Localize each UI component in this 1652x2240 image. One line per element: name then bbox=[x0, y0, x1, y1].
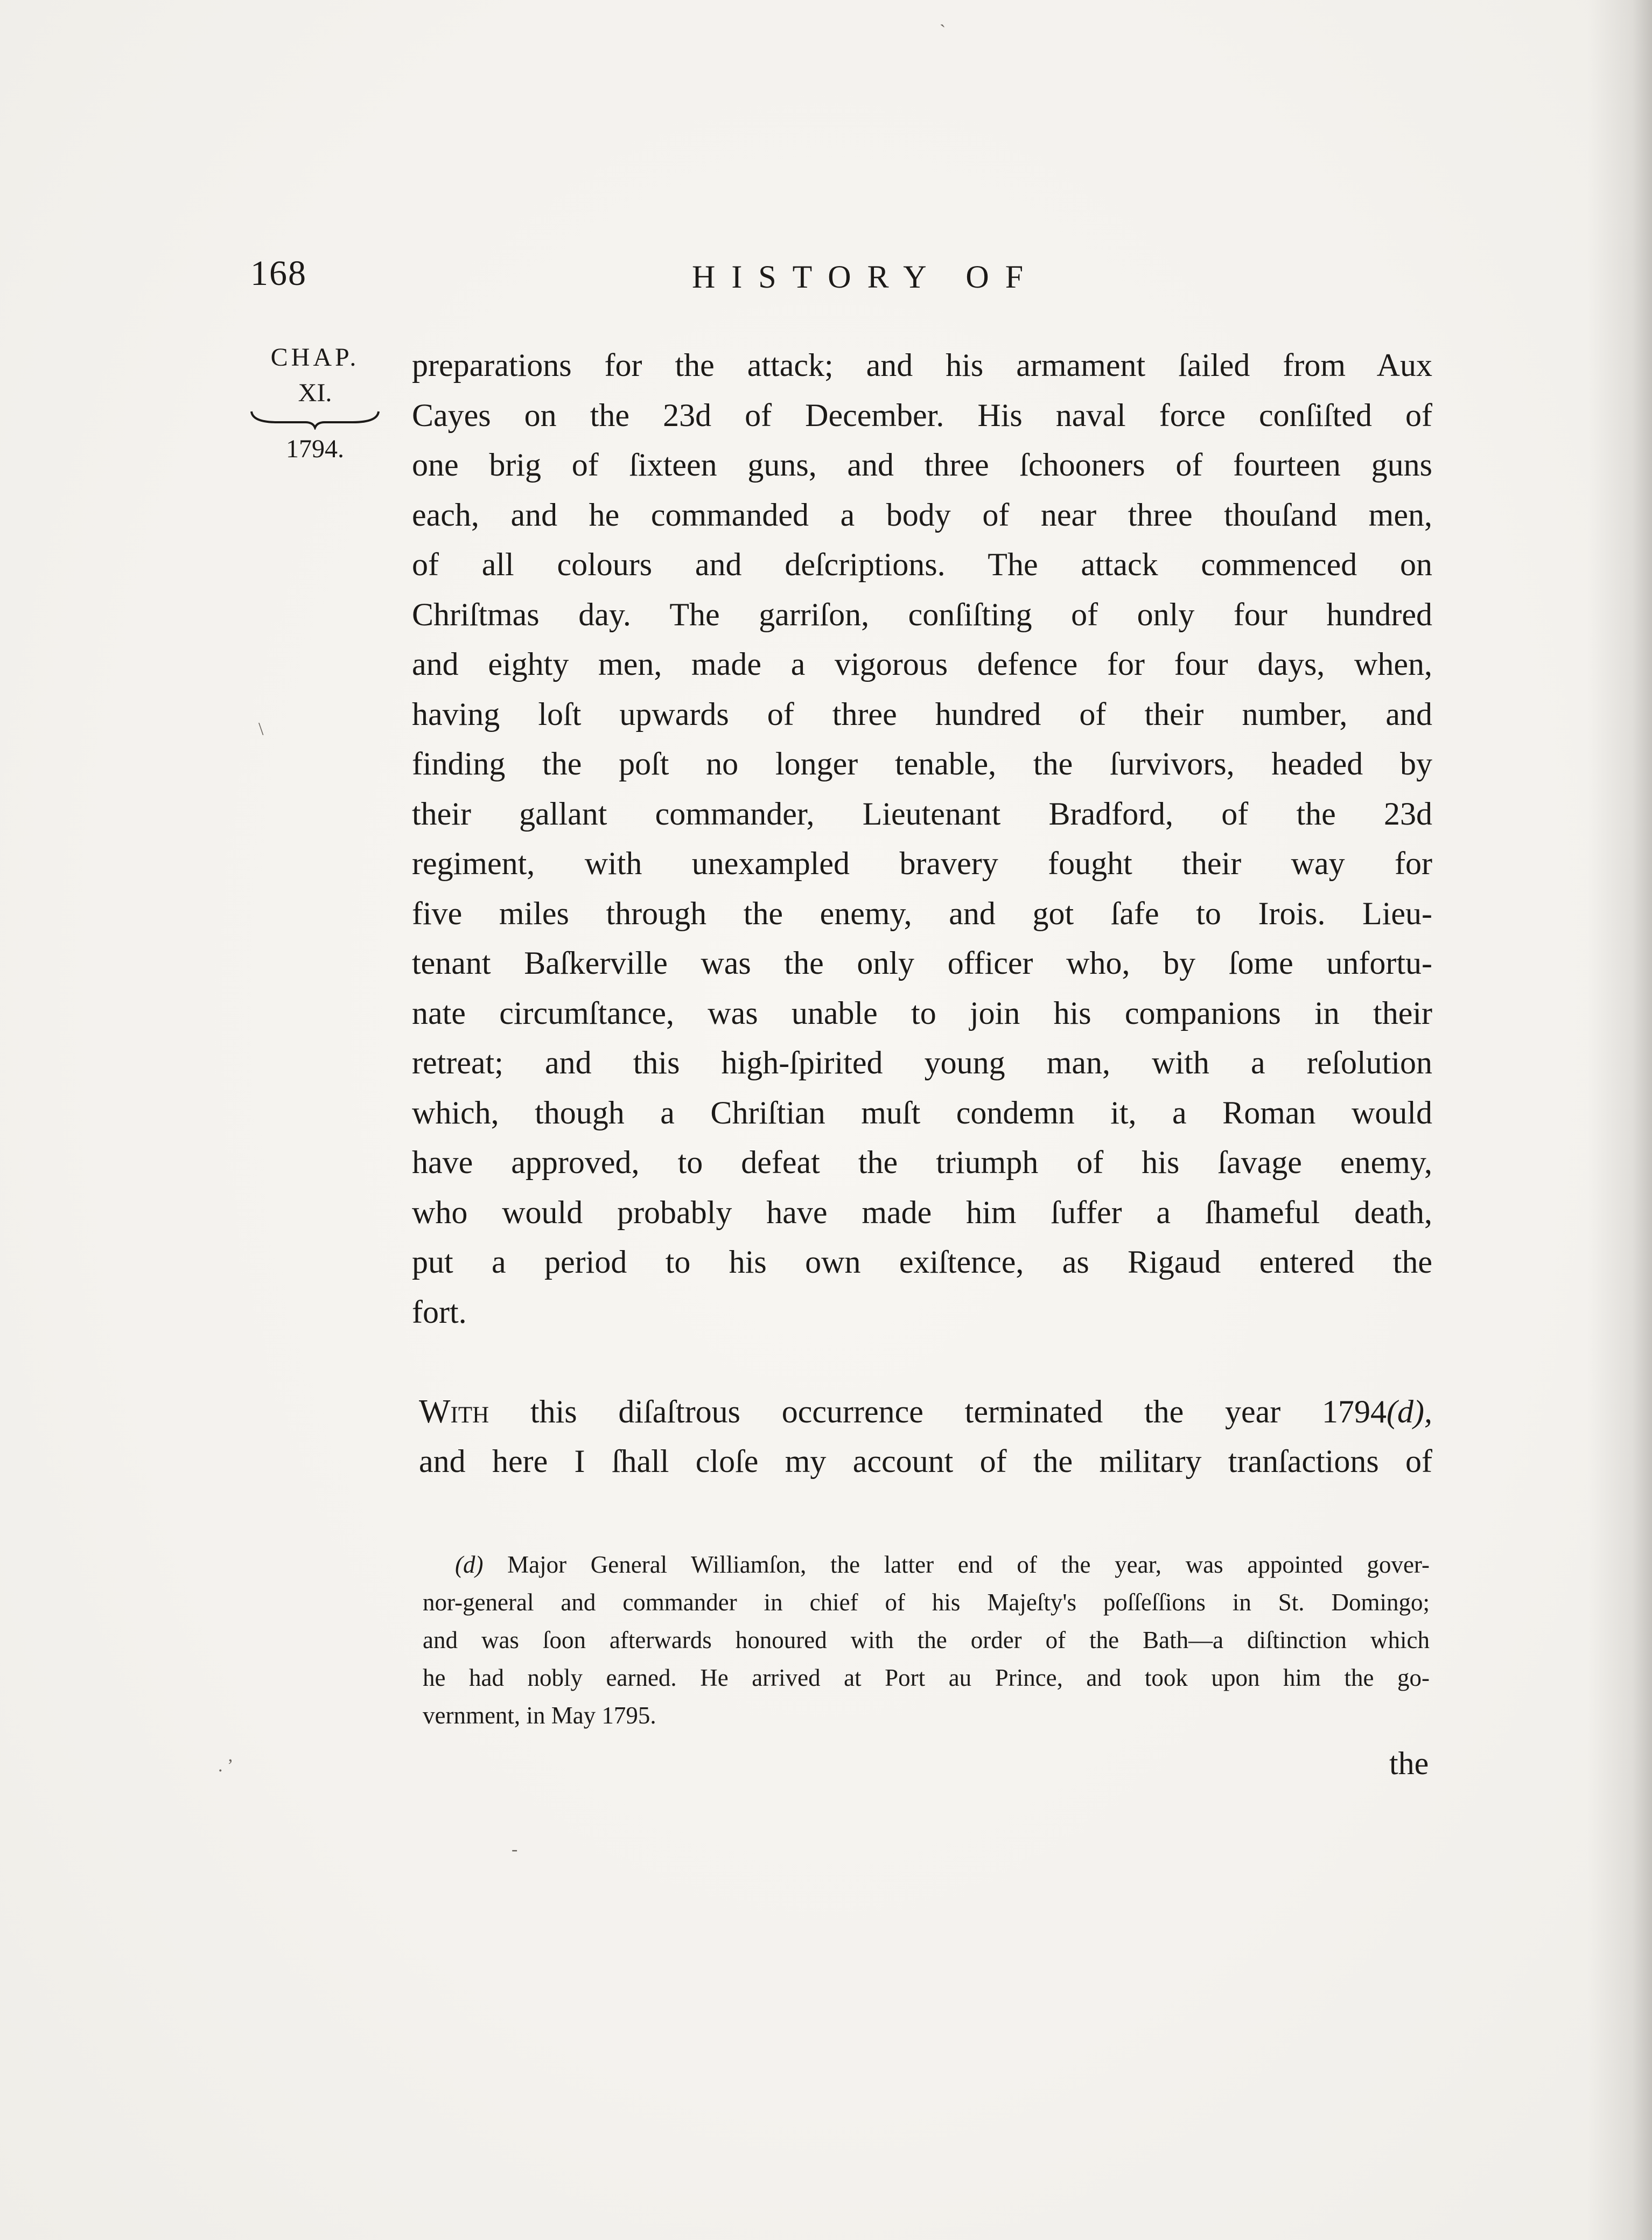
chapter-label: CHAP. bbox=[270, 343, 360, 372]
second-paragraph bbox=[419, 1387, 1432, 1486]
text-line: which, though a Chriſtian muſt condemn it, a Roman would bbox=[412, 1094, 1432, 1131]
text-line: their gallant commander, Lieutenant Bradford, of the 23d bbox=[412, 795, 1432, 832]
chapter-number: XI. bbox=[298, 379, 332, 407]
footnote-line: he had nobly earned. He arrived at Port au Prince, and took upon him the go- bbox=[423, 1664, 1430, 1691]
footnote-marker: (d) bbox=[455, 1551, 484, 1578]
text-line: having loſt upwards of three hundred of their number, and bbox=[412, 696, 1432, 732]
text-line: and eighty men, made a vigorous defence for four days, when, bbox=[412, 646, 1432, 682]
footnote-line: nor-general and commander in chief of his Majeſty's poſſeſſions in St. Domingo; bbox=[423, 1589, 1430, 1616]
footnote-line: and was ſoon afterwards honoured with the order of the Bath—a diſtinction which bbox=[423, 1627, 1430, 1653]
stray-mark: ˋ bbox=[940, 22, 946, 41]
footnote bbox=[423, 1546, 1430, 1734]
text-line: preparations for the attack; and his armament ſailed from Aux bbox=[412, 347, 1432, 383]
text-line bbox=[419, 1387, 1432, 1436]
text-line: and here I ſhall cloſe my account of the military tranſactions of bbox=[419, 1443, 1432, 1479]
text-line: each, and he commanded a body of near three thouſand men, bbox=[412, 497, 1432, 533]
brace-ornament bbox=[245, 408, 385, 430]
stray-mark: \ bbox=[258, 719, 264, 739]
text-line: nate circumſtance, was unable to join his companions in their bbox=[412, 995, 1432, 1031]
text-line: fort. bbox=[412, 1294, 467, 1330]
text-line: five miles through the enemy, and got ſafe to Irois. Lieu- bbox=[412, 895, 1432, 931]
catchword: the bbox=[1389, 1746, 1429, 1781]
page-number: 168 bbox=[250, 254, 307, 293]
running-head: HISTORY OF bbox=[692, 259, 1040, 295]
margin-note bbox=[245, 345, 385, 462]
text-line: one brig of ſixteen guns, and three ſchooners of fourteen guns bbox=[412, 447, 1432, 483]
footnote-reference: (d), bbox=[1387, 1394, 1432, 1429]
text-line: put a period to his own exiſtence, as Rigaud entered the bbox=[412, 1244, 1432, 1280]
margin-year: 1794. bbox=[286, 435, 344, 463]
paragraph-lead-word: With bbox=[419, 1393, 489, 1430]
text-fragment: this diſaſtrous occurrence terminated the year 1794 bbox=[489, 1394, 1387, 1429]
stray-mark: - bbox=[512, 1839, 518, 1859]
text-line: of all colours and deſcriptions. The attack commenced on bbox=[412, 547, 1432, 582]
text-line: Chriſtmas day. The garriſon, conſiſting of only four hundred bbox=[412, 596, 1432, 632]
footnote-line bbox=[423, 1546, 1430, 1583]
gutter-shadow bbox=[1587, 0, 1652, 2240]
text-line: have approved, to defeat the triumph of his ſavage enemy, bbox=[412, 1145, 1432, 1180]
text-line: retreat; and this high-ſpirited young man, with a reſolution bbox=[412, 1045, 1432, 1080]
stray-mark: . ʼ bbox=[218, 1756, 234, 1776]
text-line: tenant Baſkerville was the only officer who, by ſome unfortu- bbox=[412, 945, 1432, 981]
text-fragment: Major General Williamſon, the latter end of the year, was appointed gover- bbox=[483, 1551, 1430, 1578]
main-paragraph bbox=[412, 340, 1432, 1337]
footnote-line: vernment, in May 1795. bbox=[423, 1702, 656, 1729]
text-line: Cayes on the 23d of December. His naval force conſiſted of bbox=[412, 397, 1432, 433]
text-line: finding the poſt no longer tenable, the ſurvivors, headed by bbox=[412, 746, 1432, 781]
text-line: regiment, with unexampled bravery fought their way for bbox=[412, 846, 1432, 881]
text-line: who would probably have made him ſuffer a ſhameful death, bbox=[412, 1194, 1432, 1230]
